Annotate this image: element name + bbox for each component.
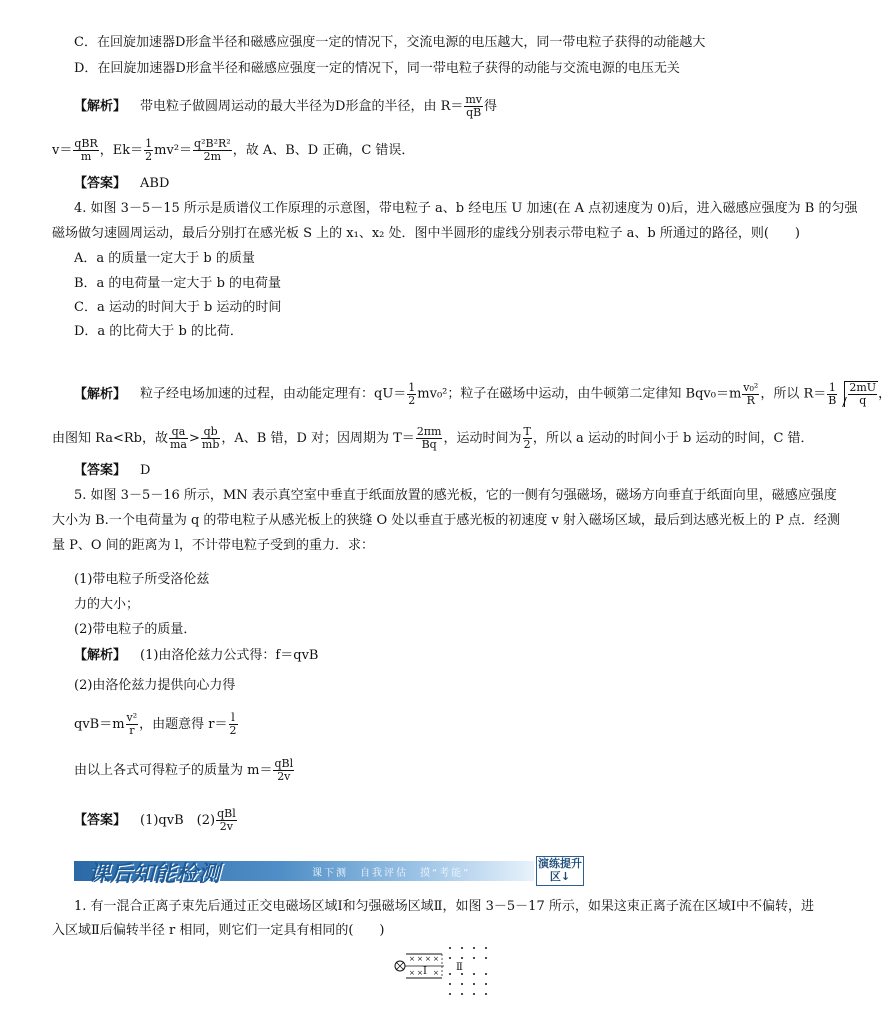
banner-subtitle: 课下测 自我评估 摸“考能” [312, 868, 471, 879]
q3-answer [74, 175, 169, 193]
q4-answer [74, 462, 150, 480]
figure-3-5-17 [392, 942, 502, 998]
q5-sub1b: 力的大小； [74, 597, 140, 612]
svg-text:×: × [417, 969, 423, 977]
fraction: $\frac{\text{v₀²}}{R}$ [743, 380, 759, 407]
svg-text:×: × [433, 969, 439, 977]
fraction: $\frac{2\pi m}{Bq}$ [416, 425, 442, 451]
region-2-label: Ⅱ [456, 962, 463, 973]
q4-stem-line2: 磁场做匀速圆周运动，最后分别打在感光板 S 上的 x₁、x₂ 处．图中半圆形的虚线分别表示带电粒子 a、b 所通过的路径，则( ) [52, 226, 801, 241]
fraction: $\frac{1}{B}$ [828, 380, 837, 407]
fraction: $\frac{\text{q²B²R²}}{2m}$ [194, 137, 231, 163]
analysis-label: 【解析】 [74, 99, 127, 114]
svg-text:×: × [425, 955, 431, 963]
q5-stem-line1: 5. 如图 3－5－16 所示，MN 表示真空室中垂直于纸面放置的感光板，它的一侧有匀强磁场，磁场方向垂直于纸面向里，磁感应强度 [74, 488, 837, 503]
fraction: $\frac{l}{2}$ [229, 711, 237, 737]
option-c: C．在回旋加速器D形盒半径和磁感应强度一定的情况下，交流电源的电压越大，同一带电粒子获得的动能越大 [74, 35, 706, 50]
banner-box: 演练提升区↓ [536, 856, 584, 886]
fraction: $\frac{\text{qBR}}{m}$ [74, 137, 98, 163]
q4-option-a: A．a 的质量一定大于 b 的质量 [74, 251, 255, 266]
analysis-label: 【解析】 [74, 386, 127, 402]
q5-answer [74, 808, 238, 833]
svg-text:×: × [433, 955, 439, 963]
fraction: $\frac{\text{qBl}}{2v}$ [217, 807, 236, 833]
field-dots [449, 947, 487, 995]
fraction: $\frac{qa}{ma}$ [169, 425, 187, 451]
q3-conclusion: ，故 A、B、D 正确，C 错误． [232, 143, 415, 158]
fraction: $\frac{1}{2}$ [145, 137, 153, 163]
q1-stem-line1: 1. 有一混合正离子束先后通过正交电磁场区域Ⅰ和匀强磁场区域Ⅱ，如图 3－5－17 所示，如果这束正离子流在区域Ⅰ中不偏转，进 [74, 899, 814, 914]
q3-analysis-line1 [74, 94, 497, 119]
mv2: mv²＝ [154, 143, 193, 158]
fraction: $\frac{\text{qBl}}{2v}$ [274, 757, 294, 783]
svg-text:×: × [409, 955, 415, 963]
q1-stem-line2: 入区域Ⅱ后偏转半径 r 相同，则它们一定具有相同的( ) [52, 923, 385, 938]
answer-label: 【答案】 [74, 813, 127, 828]
q5-analysis-line3 [74, 712, 239, 737]
q4-option-b: B．a 的电荷量一定大于 b 的电荷量 [74, 276, 282, 291]
section-banner [74, 855, 586, 887]
fraction: $\frac{\text{v²}}{r}$ [126, 711, 138, 737]
q4-option-d: D．a 的比荷大于 b 的比荷． [74, 324, 243, 339]
v-eq: v＝ [52, 143, 73, 158]
q5-an1: (1)由洛伦兹力公式得：f＝qvB [140, 648, 319, 663]
answer-label: 【答案】 [74, 463, 127, 478]
q5-an3a: qvB＝m [74, 717, 125, 732]
q5-an3b: ，由题意得 r＝ [139, 717, 228, 732]
option-d: D．在回旋加速器D形盒半径和磁感应强度一定的情况下，同一带电粒子获得的动能与交流电源的电压无关 [74, 61, 680, 76]
q5-sub1a: (1)带电粒子所受洛伦兹 [74, 572, 210, 587]
banner-title: 课后知能检测 [88, 861, 221, 887]
fraction: $\frac{mv}{qB}$ [465, 93, 483, 119]
q3-analysis-text: 带电粒子做圆周运动的最大半径为D形盒的半径，由 R＝ [140, 99, 464, 114]
q4-option-c: C．a 运动的时间大于 b 运动的时间 [74, 300, 282, 315]
q4-an1: 粒子经电场加速的过程，由动能定理有：qU＝ [140, 386, 407, 402]
svg-text:×: × [417, 955, 423, 963]
q3-answer-value: ABD [140, 176, 170, 191]
analysis-label: 【解析】 [74, 648, 127, 663]
q4-an1b: mv₀²；粒子在磁场中运动，由牛顿第二定律知 Bqv₀＝m [417, 386, 742, 402]
q5-analysis-line2: (2)由洛伦兹力提供向心力得 [74, 678, 236, 693]
sqrt: $\frac{2mU}{q}$ [844, 381, 878, 407]
q5-sub2: (2)带电粒子的质量． [74, 622, 197, 637]
q5-stem-line2: 大小为 B.一个电荷量为 q 的带电粒子从感光板上的狭缝 O 处以垂直于感光板的初速度 v 射入磁场区域，最后到达感光板上的 P 点．经测 [52, 513, 840, 528]
fraction: $\frac{T}{2}$ [523, 425, 531, 451]
q5-ans: (1)qvB (2) [140, 813, 216, 828]
q4-an2c: ，运动时间为 [443, 431, 522, 446]
q4-analysis-line1 [74, 381, 891, 407]
q4-answer-value: D [140, 463, 151, 478]
q5-analysis-line1 [74, 647, 318, 665]
fraction: $\frac{qb}{mb}$ [201, 425, 220, 451]
q4-an1d: ， [878, 386, 891, 402]
q5-an4: 由以上各式可得粒子的质量为 m＝ [74, 763, 273, 778]
region-1-label: Ⅰ [423, 966, 427, 977]
q4-analysis-line2 [52, 426, 814, 451]
q4-an2: 由图知 Ra<Rb，故 [52, 431, 168, 446]
figure-svg [392, 942, 502, 998]
q4-an2d: ，所以 a 运动的时间小于 b 运动的时间，C 错． [532, 431, 814, 446]
answer-label: 【答案】 [74, 176, 127, 191]
ek: ，Ek＝ [99, 143, 144, 158]
svg-text:×: × [409, 969, 415, 977]
q4-an1c: ，所以 R＝ [760, 386, 827, 402]
fraction: $\frac{1}{2}$ [408, 380, 416, 407]
q5-analysis-line4 [74, 758, 295, 783]
gt: > [188, 431, 200, 446]
q3-analysis-post: 得 [484, 99, 498, 114]
q4-an2b: ，A、B 错，D 对；因周期为 T＝ [221, 431, 415, 446]
q3-analysis-line2 [52, 138, 414, 163]
q4-stem-line1: 4. 如图 3－5－15 所示是质谱仪工作原理的示意图，带电粒子 a、b 经电压 U 加速(在 A 点初速度为 0)后，进入磁感应强度为 B 的匀强 [74, 201, 858, 216]
q5-stem-line3: 量 P、O 间的距离为 l，不计带电粒子受到的重力．求： [52, 538, 374, 553]
